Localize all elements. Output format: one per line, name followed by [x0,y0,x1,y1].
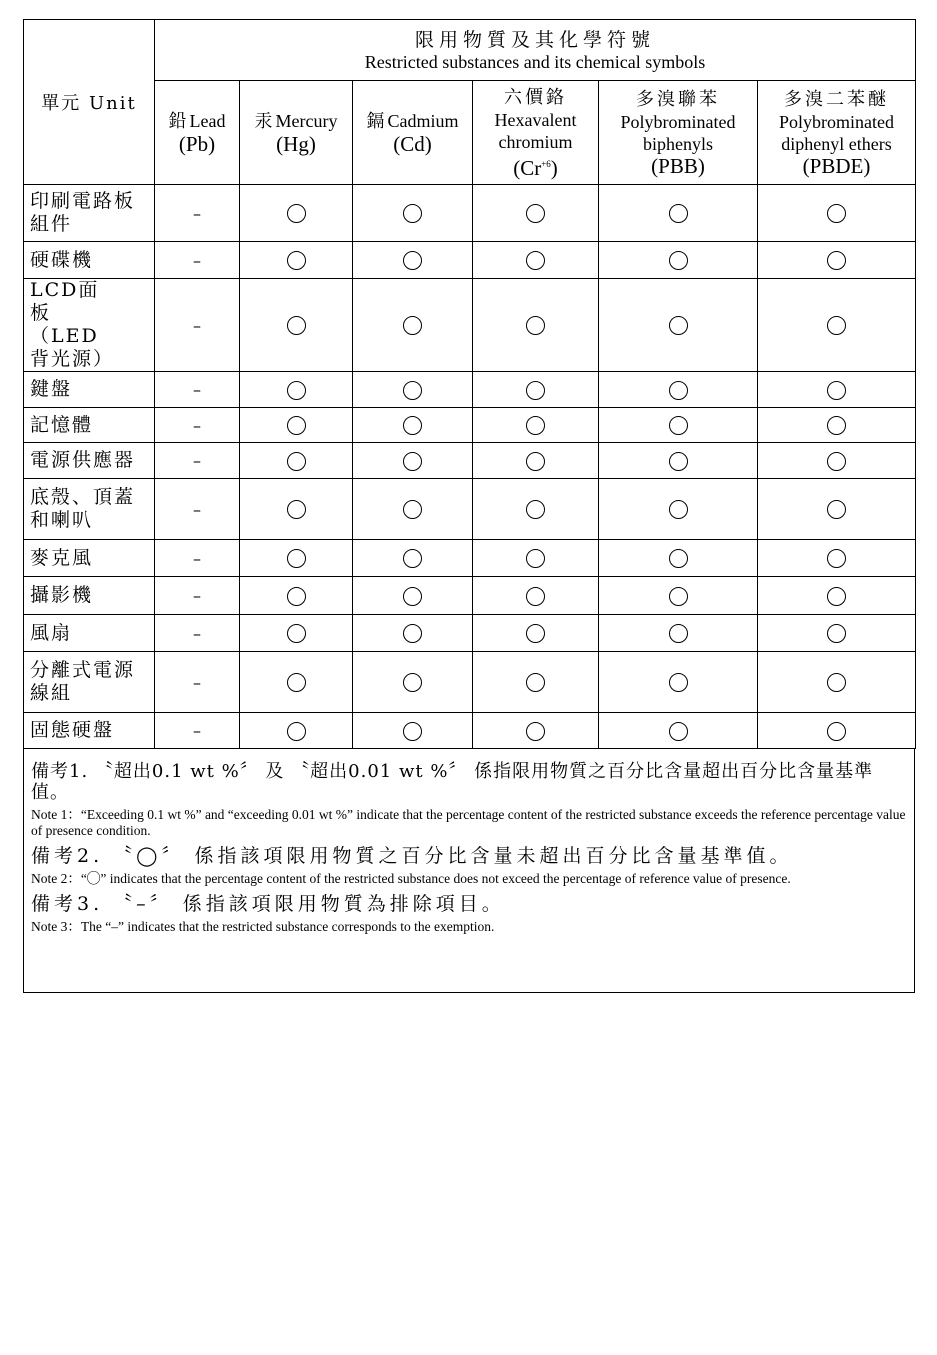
not-exceeding-cell [473,615,599,652]
table-row [24,479,916,540]
exemption-dash: – [193,721,201,740]
not-exceeding-cell [353,615,473,652]
not-exceeding-cell [599,615,758,652]
not-exceeding-cell [353,372,473,408]
substance-header-pbb: 多溴聯苯 Polybrominated biphenyls (PBB) [599,81,758,185]
not-exceeding-cell [240,185,353,242]
unit-name: 攝影機 [24,577,155,615]
table-row [24,540,916,577]
not-exceeding-cell [353,540,473,577]
circle-mark-icon [827,204,846,223]
notes-section [23,749,915,993]
not-exceeding-cell [599,577,758,615]
circle-mark-icon [403,500,422,519]
table-row [24,279,916,372]
not-exceeding-cell [599,279,758,372]
unit-name: 風扇 [24,615,155,652]
not-exceeding-cell [758,279,916,372]
exemption-cell [155,713,240,749]
not-exceeding-cell [240,615,353,652]
substance-header-hexavalent-chromium: 六價鉻 Hexavalent chromium $(Cr^{+6})$ [473,81,599,185]
not-exceeding-cell [353,577,473,615]
circle-mark-icon [827,587,846,606]
table-row [24,372,916,408]
unit-name: 分離式電源線組 [24,652,155,713]
not-exceeding-cell [353,713,473,749]
circle-mark-icon [526,416,545,435]
not-exceeding-cell [599,540,758,577]
not-exceeding-cell [353,443,473,479]
circle-mark-icon [827,251,846,270]
substance-header-mercury: 汞Mercury (Hg) [240,81,353,185]
circle-mark-icon [526,673,545,692]
not-exceeding-cell [473,479,599,540]
note-3-chinese: 備考3. 〝–〞 係指該項限用物質為排除項目。 [31,893,505,915]
exemption-cell [155,577,240,615]
circle-mark-icon [526,204,545,223]
unit-name: 電源供應器 [24,443,155,479]
not-exceeding-cell [473,242,599,279]
not-exceeding-cell [758,540,916,577]
circle-mark-icon [287,549,306,568]
not-exceeding-cell [353,479,473,540]
circle-mark-icon [526,452,545,471]
circle-mark-icon [403,624,422,643]
circle-mark-icon [526,316,545,335]
exemption-cell [155,540,240,577]
not-exceeding-cell [473,279,599,372]
not-exceeding-cell [473,577,599,615]
not-exceeding-cell [473,540,599,577]
unit-name: 鍵盤 [24,372,155,408]
not-exceeding-cell [240,443,353,479]
circle-mark-icon [403,416,422,435]
circle-mark-icon [526,251,545,270]
circle-mark-icon [287,316,306,335]
circle-mark-icon [287,673,306,692]
circle-mark-icon [287,587,306,606]
circle-mark-icon [827,381,846,400]
not-exceeding-cell [473,372,599,408]
circle-mark-icon [287,416,306,435]
not-exceeding-cell [758,577,916,615]
not-exceeding-cell [758,615,916,652]
unit-name: LCD面板（LED背光源） [24,279,155,372]
circle-mark-icon [827,416,846,435]
table-title [155,20,916,81]
not-exceeding-cell [758,408,916,443]
table-row [24,185,916,242]
circle-mark-icon [669,549,688,568]
table-body [24,185,916,749]
circle-mark-icon [827,549,846,568]
circle-mark-icon [669,204,688,223]
not-exceeding-cell [599,242,758,279]
not-exceeding-cell [240,577,353,615]
not-exceeding-cell [758,185,916,242]
circle-mark-icon [403,452,422,471]
circle-mark-icon [403,549,422,568]
unit-name: 麥克風 [24,540,155,577]
circle-mark-icon [287,624,306,643]
circle-mark-icon [827,673,846,692]
not-exceeding-cell [473,408,599,443]
circle-mark-icon [403,381,422,400]
not-exceeding-cell [758,652,916,713]
not-exceeding-cell [353,185,473,242]
note-2-chinese: 備考2. 〝◯〞 係指該項限用物質之百分比含量未超出百分比含量基準值。 [31,845,793,867]
rohs-declaration [23,19,915,993]
circle-mark-icon [827,500,846,519]
exemption-dash: – [193,415,201,435]
unit-column-header: 單元 Unit [24,20,155,185]
not-exceeding-cell [758,372,916,408]
exemption-dash: – [193,203,201,223]
circle-mark-icon [287,500,306,519]
circle-mark-icon [403,204,422,223]
circle-mark-icon [669,381,688,400]
title-chinese: 限用物質及其化學符號 [414,29,655,51]
exemption-dash: – [193,250,201,270]
circle-mark-icon [526,624,545,643]
not-exceeding-cell [599,185,758,242]
note-3-english: Note 3：The “–” indicates that the restricted substance corresponds to the exemption. [31,919,495,934]
circle-mark-icon [526,381,545,400]
unit-name: 底殼、頂蓋和喇叭 [24,479,155,540]
circle-mark-icon [827,624,846,643]
circle-mark-icon [403,722,422,741]
table-row [24,577,916,615]
substance-header-lead: 鉛Lead (Pb) [155,81,240,185]
circle-mark-icon [287,381,306,400]
not-exceeding-cell [240,279,353,372]
not-exceeding-cell [240,652,353,713]
circle-mark-icon [526,500,545,519]
not-exceeding-cell [599,443,758,479]
unit-name: 硬碟機 [24,242,155,279]
substance-header-cadmium: 鎘Cadmium (Cd) [353,81,473,185]
exemption-dash: – [193,672,201,692]
circle-mark-icon [403,251,422,270]
circle-mark-icon [669,624,688,643]
circle-mark-icon [669,587,688,606]
circle-mark-icon [403,673,422,692]
circle-mark-icon [669,316,688,335]
note-2-english: Note 2：“◯” indicates that the percentage content of the restricted substance does not exceed the percentage of reference value of presence. [31,871,791,886]
circle-mark-icon [287,204,306,223]
note-1-chinese: 備考1. 〝超出0.1 wt %〞 及 〝超出0.01 wt %〞 係指限用物質之百分比含量超出百分比含量基準值。 [31,761,874,803]
table-row [24,443,916,479]
not-exceeding-cell [240,408,353,443]
not-exceeding-cell [758,713,916,749]
exemption-dash: – [193,586,201,605]
table-row [24,652,916,713]
exemption-dash: – [193,548,201,568]
title-english: Restricted substances and its chemical symbols [364,52,706,72]
circle-mark-icon [669,416,688,435]
not-exceeding-cell [599,652,758,713]
exemption-dash: – [193,380,201,399]
not-exceeding-cell [599,479,758,540]
exemption-cell [155,408,240,443]
not-exceeding-cell [353,279,473,372]
not-exceeding-cell [353,242,473,279]
table-row [24,408,916,443]
exemption-dash: – [193,623,201,643]
exemption-cell [155,443,240,479]
circle-mark-icon [526,722,545,741]
exemption-dash: – [193,315,201,335]
not-exceeding-cell [758,479,916,540]
restricted-substances-table [23,19,916,749]
substance-header-pbde: 多溴二苯醚 Polybrominated diphenyl ethers (PBDE) [758,81,916,185]
exemption-cell [155,615,240,652]
circle-mark-icon [287,251,306,270]
circle-mark-icon [287,722,306,741]
table-row [24,615,916,652]
table-row [24,713,916,749]
circle-mark-icon [669,452,688,471]
circle-mark-icon [526,549,545,568]
not-exceeding-cell [599,372,758,408]
table-row [24,242,916,279]
unit-name: 固態硬盤 [24,713,155,749]
not-exceeding-cell [473,713,599,749]
exemption-dash: – [193,499,201,519]
circle-mark-icon [827,722,846,741]
unit-name: 記憶體 [24,408,155,443]
not-exceeding-cell [599,713,758,749]
not-exceeding-cell [758,242,916,279]
circle-mark-icon [287,452,306,471]
exemption-cell [155,479,240,540]
not-exceeding-cell [353,408,473,443]
exemption-cell [155,185,240,242]
circle-mark-icon [403,316,422,335]
exemption-dash: – [193,451,201,470]
not-exceeding-cell [758,443,916,479]
unit-name: 印刷電路板組件 [24,185,155,242]
circle-mark-icon [827,316,846,335]
circle-mark-icon [669,722,688,741]
exemption-cell [155,372,240,408]
not-exceeding-cell [473,443,599,479]
circle-mark-icon [526,587,545,606]
not-exceeding-cell [599,408,758,443]
not-exceeding-cell [240,372,353,408]
not-exceeding-cell [240,242,353,279]
circle-mark-icon [669,500,688,519]
exemption-cell [155,242,240,279]
note-1-english: Note 1：“Exceeding 0.1 wt %” and “exceeding 0.01 wt %” indicate that the percentage content of the restricted substance exceeds the reference percentage value of presence condition. [31,807,906,838]
circle-mark-icon [669,251,688,270]
exemption-cell [155,652,240,713]
exemption-cell [155,279,240,372]
circle-mark-icon [827,452,846,471]
not-exceeding-cell [353,652,473,713]
not-exceeding-cell [240,540,353,577]
not-exceeding-cell [240,479,353,540]
circle-mark-icon [669,673,688,692]
not-exceeding-cell [473,185,599,242]
not-exceeding-cell [240,713,353,749]
circle-mark-icon [403,587,422,606]
not-exceeding-cell [473,652,599,713]
